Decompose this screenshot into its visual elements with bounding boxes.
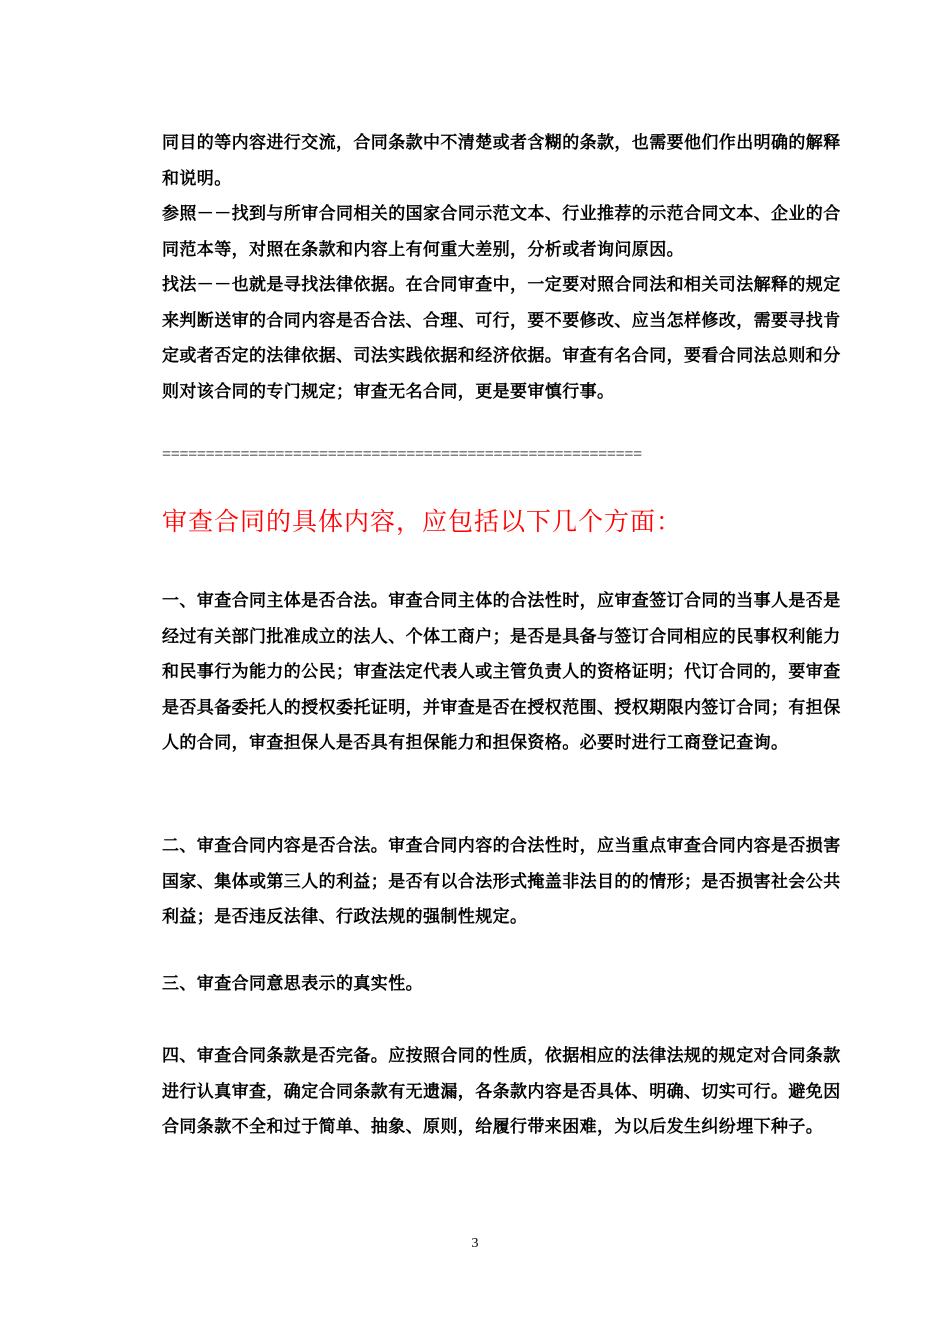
review-item-subject: [162, 584, 852, 762]
review-item-text: 一、审查合同主体是否合法。审查合同主体的合法性时，应审查签订合同的当事人是否是经过有关部门批准成立的法人、个体工商户；是否是具备与签订合同相应的民事权利能力和民事行为能力的公民；审查法定代表人或主管负责人的资格证明；代订合同的，要审查是否具备委托人的授权委托证明，并审查是否在授权范围、授权期限内签订合同；有担保人的合同，审查担保人是否具有担保能力和担保资格。必要时进行工商登记查询。: [162, 591, 841, 753]
page-number: 3: [471, 1236, 479, 1251]
intro-paragraph-find-law: 找法－－也就是寻找法律依据。在合同审查中，一定要对照合同法和相关司法解释的规定来判断送审的合同内容是否合法、合理、可行，要不要修改、应当怎样修改，需要寻找肯定或者否定的法律依据、司法实践依据和经济依据。审查有名合同，要看合同法总则和分则对该合同的专门规定；审查无名合同，更是要审慎行事。: [162, 275, 841, 402]
intro-paragraph-communication: 同目的等内容进行交流，合同条款中不清楚或者含糊的条款，也需要他们作出明确的解释和说明。: [162, 133, 841, 189]
intro-paragraphs: [162, 126, 852, 410]
section-separator: =======================================================: [162, 446, 642, 463]
section-heading: 审查合同的具体内容，应包括以下几个方面：: [162, 507, 683, 536]
intro-paragraph-reference: 参照－－找到与所审合同相关的国家合同示范文本、行业推荐的示范合同文本、企业的合同范本等，对照在条款和内容上有何重大差别，分析或者询问原因。: [162, 204, 841, 260]
review-item-text: 三、审查合同意思表示的真实性。: [162, 974, 423, 994]
review-item-text: 四、审查合同条款是否完备。应按照合同的性质，依据相应的法律法规的规定对合同条款进行认真审查，确定合同条款有无遗漏，各条款内容是否具体、明确、切实可行。避免因合同条款不全和过于简单、抽象、原则，给履行带来困难，为以后发生纠纷埋下种子。: [162, 1046, 841, 1137]
review-item-intent: [162, 967, 852, 1003]
review-item-text: 二、审查合同内容是否合法。审查合同内容的合法性时，应当重点审查合同内容是否损害国家、集体或第三人的利益；是否有以合法形式掩盖非法目的的情形；是否损害社会公共利益；是否违反法律、行政法规的强制性规定。: [162, 836, 841, 927]
review-item-content: [162, 829, 852, 936]
review-item-completeness: [162, 1039, 852, 1146]
